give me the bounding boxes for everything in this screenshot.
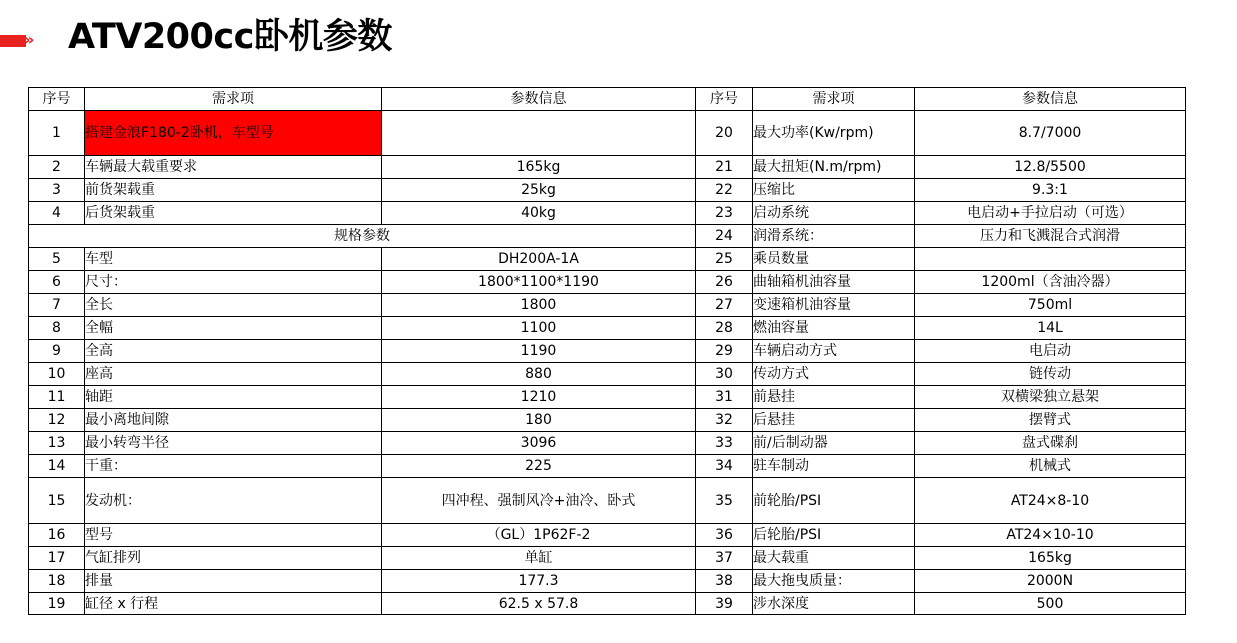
item-cell: 后货架载重 xyxy=(85,202,382,225)
value-cell xyxy=(382,111,696,156)
col-header-no: 序号 xyxy=(29,88,85,111)
item-cell: 轴距 xyxy=(85,386,382,409)
table-row xyxy=(29,455,1186,478)
value-cell-right: 750ml xyxy=(915,294,1186,317)
value-cell: 177.3 xyxy=(382,570,696,593)
row-number-cell-right: 33 xyxy=(696,432,753,455)
row-number-cell-right: 38 xyxy=(696,570,753,593)
table-row xyxy=(29,156,1186,179)
value-cell-right: 1200ml（含油冷器） xyxy=(915,271,1186,294)
value-cell-right: 双横梁独立悬架 xyxy=(915,386,1186,409)
row-number-cell-right: 26 xyxy=(696,271,753,294)
row-number-cell: 18 xyxy=(29,570,85,593)
item-cell-right: 涉水深度 xyxy=(753,593,915,615)
item-cell-right: 传动方式 xyxy=(753,363,915,386)
row-number-cell-right: 35 xyxy=(696,478,753,524)
row-number-cell-right: 24 xyxy=(696,225,753,248)
row-number-cell-right: 28 xyxy=(696,317,753,340)
value-cell-right: 9.3:1 xyxy=(915,179,1186,202)
table-row xyxy=(29,570,1186,593)
value-cell: 1190 xyxy=(382,340,696,363)
value-cell-right: 12.8/5500 xyxy=(915,156,1186,179)
row-number-cell: 6 xyxy=(29,271,85,294)
row-number-cell: 5 xyxy=(29,248,85,271)
value-cell-right: AT24×10-10 xyxy=(915,524,1186,547)
row-number-cell: 1 xyxy=(29,111,85,156)
table-row xyxy=(29,225,1186,248)
row-number-cell: 8 xyxy=(29,317,85,340)
table-row xyxy=(29,593,1186,615)
item-cell-right: 变速箱机油容量 xyxy=(753,294,915,317)
value-cell: 180 xyxy=(382,409,696,432)
item-cell-right: 车辆启动方式 xyxy=(753,340,915,363)
item-cell: 气缸排列 xyxy=(85,547,382,570)
value-cell: 62.5 x 57.8 xyxy=(382,593,696,615)
table-header-row xyxy=(29,88,1186,111)
item-cell-right: 驻车制动 xyxy=(753,455,915,478)
col-header-item-right: 需求项 xyxy=(753,88,915,111)
table-row xyxy=(29,317,1186,340)
item-cell: 全幅 xyxy=(85,317,382,340)
value-cell-right: 2000N xyxy=(915,570,1186,593)
item-cell: 座高 xyxy=(85,363,382,386)
table-row xyxy=(29,363,1186,386)
table-row xyxy=(29,271,1186,294)
item-cell-right: 乘员数量 xyxy=(753,248,915,271)
row-number-cell: 2 xyxy=(29,156,85,179)
value-cell: 40kg xyxy=(382,202,696,225)
row-number-cell-right: 31 xyxy=(696,386,753,409)
item-cell-right: 启动系统 xyxy=(753,202,915,225)
value-cell: 880 xyxy=(382,363,696,386)
row-number-cell: 3 xyxy=(29,179,85,202)
item-cell: 车型 xyxy=(85,248,382,271)
value-cell-right: 盘式碟刹 xyxy=(915,432,1186,455)
value-cell: 1100 xyxy=(382,317,696,340)
value-cell: 单缸 xyxy=(382,547,696,570)
table-row xyxy=(29,386,1186,409)
section-label-cell: 规格参数 xyxy=(29,225,696,248)
table-row xyxy=(29,524,1186,547)
item-cell: 排量 xyxy=(85,570,382,593)
item-cell-right: 后悬挂 xyxy=(753,409,915,432)
item-cell: 前货架载重 xyxy=(85,179,382,202)
table-row xyxy=(29,248,1186,271)
item-cell-right: 燃油容量 xyxy=(753,317,915,340)
value-cell-right: 500 xyxy=(915,593,1186,615)
row-number-cell: 11 xyxy=(29,386,85,409)
item-cell-right: 前轮胎/PSI xyxy=(753,478,915,524)
item-cell: 最小离地间隙 xyxy=(85,409,382,432)
spec-table xyxy=(28,87,1186,615)
value-cell-right: 165kg xyxy=(915,547,1186,570)
row-number-cell: 13 xyxy=(29,432,85,455)
item-cell: 型号 xyxy=(85,524,382,547)
row-number-cell: 19 xyxy=(29,593,85,615)
accent-bar xyxy=(0,35,26,47)
value-cell: 1800 xyxy=(382,294,696,317)
item-cell-right: 前/后制动器 xyxy=(753,432,915,455)
row-number-cell-right: 20 xyxy=(696,111,753,156)
value-cell: 25kg xyxy=(382,179,696,202)
row-number-cell: 17 xyxy=(29,547,85,570)
row-number-cell: 16 xyxy=(29,524,85,547)
row-number-cell-right: 29 xyxy=(696,340,753,363)
item-cell-right: 后轮胎/PSI xyxy=(753,524,915,547)
item-cell-right: 润滑系统： xyxy=(753,225,915,248)
row-number-cell-right: 30 xyxy=(696,363,753,386)
col-header-value-right: 参数信息 xyxy=(915,88,1186,111)
item-cell: 发动机： xyxy=(85,478,382,524)
table-row xyxy=(29,294,1186,317)
value-cell-right: 电启动+手拉启动（可选） xyxy=(915,202,1186,225)
value-cell-right: 电启动 xyxy=(915,340,1186,363)
table-row xyxy=(29,409,1186,432)
row-number-cell: 10 xyxy=(29,363,85,386)
row-number-cell-right: 27 xyxy=(696,294,753,317)
value-cell: 165kg xyxy=(382,156,696,179)
value-cell-right: AT24×8-10 xyxy=(915,478,1186,524)
value-cell-right xyxy=(915,248,1186,271)
value-cell: 3096 xyxy=(382,432,696,455)
item-cell: 最小转弯半径 xyxy=(85,432,382,455)
item-cell-right: 最大扭矩(N.m/rpm) xyxy=(753,156,915,179)
table-row xyxy=(29,547,1186,570)
row-number-cell-right: 39 xyxy=(696,593,753,615)
value-cell-right: 链传动 xyxy=(915,363,1186,386)
value-cell-right: 机械式 xyxy=(915,455,1186,478)
value-cell-right: 压力和飞溅混合式润滑 xyxy=(915,225,1186,248)
value-cell-right: 14L xyxy=(915,317,1186,340)
row-number-cell: 9 xyxy=(29,340,85,363)
double-chevron-icon: » xyxy=(24,30,32,49)
page-title: ATV200cc卧机参数 xyxy=(68,17,392,57)
table-row xyxy=(29,340,1186,363)
item-cell: 全长 xyxy=(85,294,382,317)
value-cell-right: 8.7/7000 xyxy=(915,111,1186,156)
item-cell-right: 最大载重 xyxy=(753,547,915,570)
row-number-cell-right: 37 xyxy=(696,547,753,570)
highlighted-item-cell: 搭建金浪F180-2卧机，车型号 xyxy=(85,111,382,156)
table-row xyxy=(29,111,1186,156)
value-cell: （GL）1P62F-2 xyxy=(382,524,696,547)
value-cell: 225 xyxy=(382,455,696,478)
row-number-cell-right: 34 xyxy=(696,455,753,478)
row-number-cell-right: 21 xyxy=(696,156,753,179)
col-header-no-right: 序号 xyxy=(696,88,753,111)
table-row xyxy=(29,202,1186,225)
value-cell: DH200A-1A xyxy=(382,248,696,271)
table-row xyxy=(29,179,1186,202)
value-cell: 1800*1100*1190 xyxy=(382,271,696,294)
item-cell: 尺寸： xyxy=(85,271,382,294)
row-number-cell: 14 xyxy=(29,455,85,478)
value-cell: 四冲程、强制风冷+油冷、卧式 xyxy=(382,478,696,524)
item-cell: 全高 xyxy=(85,340,382,363)
item-cell-right: 前悬挂 xyxy=(753,386,915,409)
col-header-item: 需求项 xyxy=(85,88,382,111)
item-cell-right: 最大拖曳质量： xyxy=(753,570,915,593)
table-row xyxy=(29,432,1186,455)
row-number-cell: 15 xyxy=(29,478,85,524)
item-cell: 缸径 x 行程 xyxy=(85,593,382,615)
item-cell-right: 压缩比 xyxy=(753,179,915,202)
item-cell-right: 最大功率(Kw/rpm) xyxy=(753,111,915,156)
row-number-cell-right: 23 xyxy=(696,202,753,225)
item-cell: 车辆最大载重要求 xyxy=(85,156,382,179)
row-number-cell-right: 32 xyxy=(696,409,753,432)
value-cell: 1210 xyxy=(382,386,696,409)
col-header-value: 参数信息 xyxy=(382,88,696,111)
table-row xyxy=(29,478,1186,524)
row-number-cell: 12 xyxy=(29,409,85,432)
row-number-cell-right: 22 xyxy=(696,179,753,202)
item-cell: 干重： xyxy=(85,455,382,478)
item-cell-right: 曲轴箱机油容量 xyxy=(753,271,915,294)
row-number-cell: 7 xyxy=(29,294,85,317)
row-number-cell-right: 25 xyxy=(696,248,753,271)
row-number-cell-right: 36 xyxy=(696,524,753,547)
row-number-cell: 4 xyxy=(29,202,85,225)
value-cell-right: 摆臂式 xyxy=(915,409,1186,432)
